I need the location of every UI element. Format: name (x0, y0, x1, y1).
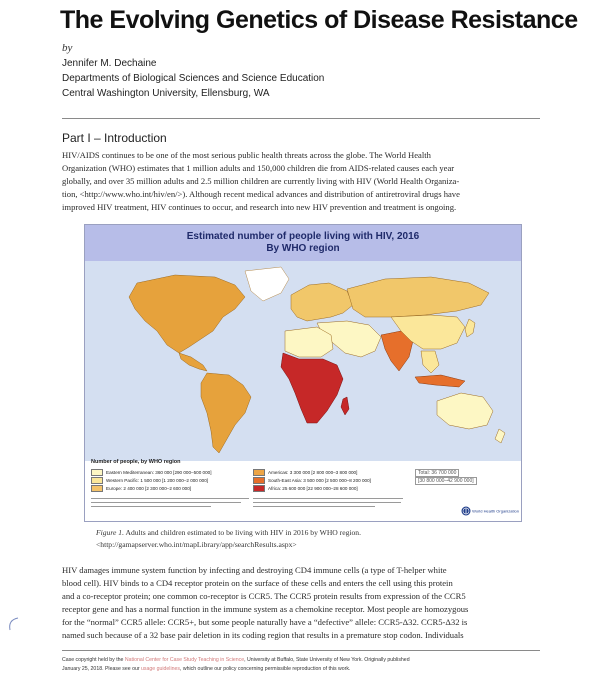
australia-region (437, 393, 493, 429)
disclaimer-lines (91, 497, 251, 511)
map-source (325, 497, 405, 512)
intro-paragraph (62, 149, 540, 214)
intro-line: tion, <http://www.who.int/hiv/en/>). Although recent medical advances and distribution of antiretroviral drugs have (62, 189, 460, 199)
world-map-svg (85, 261, 521, 461)
madagascar-region (341, 397, 349, 415)
figure-caption-text: Adults and children estimated to be living with HIV in 2016 by WHO region. <http://gamapserver.who.int/mapLibrary/app/searchResults.aspx> (96, 528, 361, 549)
legend-item-south-east-asia: South-East Asia: 3 500 000 [2 500 000–8 200 000] (253, 477, 371, 484)
legend-swatch (253, 469, 265, 476)
footer-divider (62, 650, 540, 651)
legend-total-value: Total: 36 700 000 (415, 469, 459, 477)
source-lines (325, 497, 405, 511)
author-university: Central Washington University, Ellensburg, WA (62, 88, 270, 99)
legend-item-europe: Europe: 2 400 000 [2 300 000–2 600 000] (91, 485, 191, 492)
footer-line-2: January 25, 2018. Please see our usage guidelines, which outline our policy concerning permissible reproduction of this work. (62, 666, 351, 672)
indonesia-region (415, 375, 465, 387)
who-emblem-icon (461, 506, 471, 516)
hiv-map-figure (84, 224, 522, 522)
section-divider (62, 118, 540, 119)
figure-caption (96, 527, 516, 551)
body-line: receptor gene and has a normal function in the immune system as a chemokine receptor. Most people are homozygous (62, 604, 469, 614)
legend-item-americas: Americas: 3 300 000 [2 800 000–3 800 000] (253, 469, 357, 476)
map-disclaimer (91, 497, 251, 512)
page-curl-mark (6, 612, 28, 634)
legend-total-range (415, 477, 477, 485)
intro-line: globally, and over 35 million adults and 2.5 million children are currently living with HIV (World Health Organiza- (62, 176, 460, 186)
usage-guidelines-link[interactable]: usage guidelines (141, 666, 180, 672)
legend-title: Number of people, by WHO region (91, 459, 181, 465)
europe-region (291, 283, 353, 321)
world-map (85, 261, 521, 461)
legend-item-western-pacific: Western Pacific: 1 500 000 [1 200 000–2 000 000] (91, 477, 208, 484)
copyright-footer (62, 656, 542, 674)
central-america-region (179, 353, 207, 371)
greenland-region (245, 267, 289, 301)
legend-total (415, 469, 459, 477)
body-line: named such because of a 32 base pair deletion in its coding region that results in a premature stop codon. Individuals (62, 630, 464, 640)
russia-region (347, 277, 489, 317)
map-title: Estimated number of people living with HIV, 2016 (186, 231, 420, 242)
author-name: Jennifer M. Dechaine (62, 58, 157, 69)
footer-line-1: Case copyright held by the National Center for Case Study Teaching in Science, University at Buffalo, State University of New York. Originally published (62, 657, 410, 663)
body-line: HIV damages immune system function by infecting and destroying CD4 immune cells (a type of T-helper white (62, 565, 447, 575)
legend-swatch (253, 485, 265, 492)
section-heading: Part I – Introduction (62, 131, 167, 145)
map-legend (85, 457, 521, 521)
legend-item-africa: Africa: 25 600 000 [22 900 000–28 600 000] (253, 485, 358, 492)
legend-swatch (91, 469, 103, 476)
case-title: The Evolving Genetics of Disease Resistance (60, 6, 578, 34)
author-department: Departments of Biological Sciences and Science Education (62, 73, 325, 84)
intro-line: Organization (WHO) estimates that 1 million adults and 150,000 children die from AIDS-related causes each year (62, 163, 455, 173)
body-paragraph (62, 564, 540, 642)
body-line: and a co-receptor protein; one common co-receptor is CCR5. The CCR5 protein results from expression of the CCR5 (62, 591, 466, 601)
legend-item-eastern-mediterranean: Eastern Mediterranean: 360 000 [290 000–500 000] (91, 469, 211, 476)
figure-label: Figure 1. (96, 528, 124, 537)
south-america-region (201, 373, 251, 453)
intro-line: improved HIV treatment, HIV continues to occur, and research into new HIV prevention and treatment is ongoing. (62, 202, 457, 212)
legend-swatch (253, 477, 265, 484)
japan-region (465, 319, 475, 337)
author-block (62, 56, 324, 101)
new-zealand-region (495, 429, 505, 443)
byline-label: by (62, 42, 73, 54)
map-subtitle: By WHO region (266, 243, 340, 254)
nccst-link[interactable]: National Center for Case Study Teaching in Science (124, 657, 245, 663)
who-logo-text: World Health Organization (472, 508, 519, 514)
legend-swatch (91, 485, 103, 492)
body-line: blood cell). HIV binds to a CD4 receptor protein on the surface of these cells and enters the cell using this protein (62, 578, 453, 588)
legend-total-range-value: [30 800 000–42 900 000] (415, 477, 477, 485)
intro-line: HIV/AIDS continues to be one of the most serious public health threats across the globe. The World Health (62, 150, 431, 160)
southeast-asia-region (421, 351, 439, 373)
who-logo (461, 506, 519, 516)
body-line: for the “normal” CCR5 allele: CCR5+, but some people naturally have a “defective” allele: CCR5-Δ32. CCR5-Δ32 is (62, 617, 468, 627)
map-header (85, 225, 521, 261)
legend-swatch (91, 477, 103, 484)
africa-region (281, 353, 343, 423)
north-america-region (129, 275, 245, 353)
